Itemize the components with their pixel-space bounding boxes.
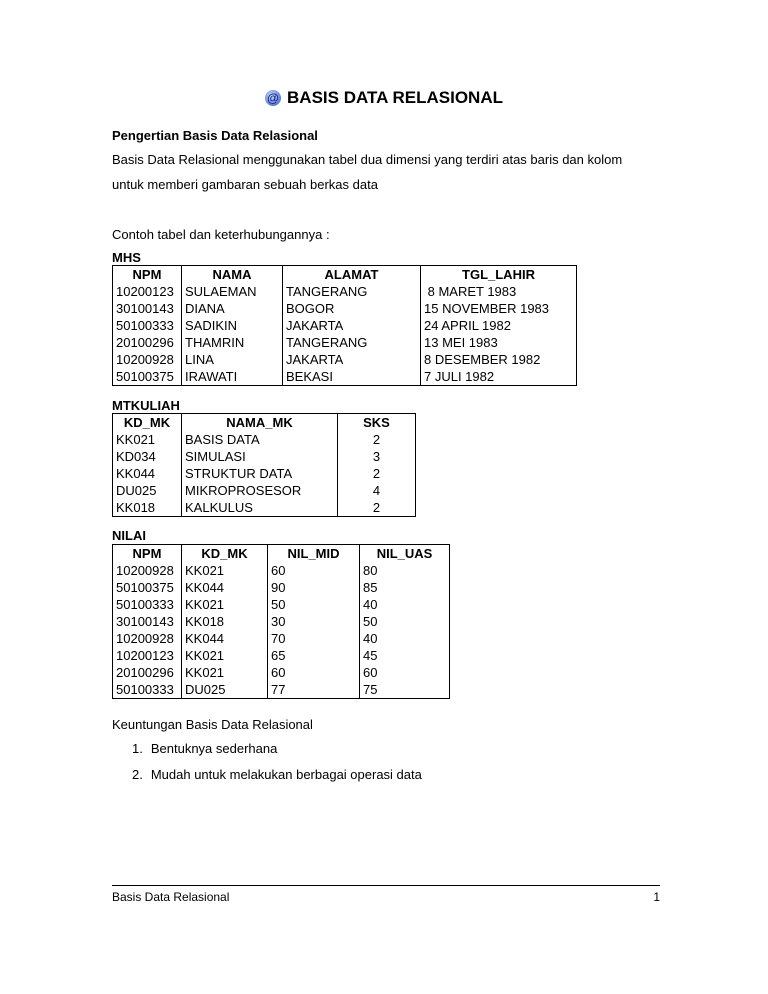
- nilai-table: [112, 544, 450, 699]
- table-row: [113, 351, 577, 368]
- cell: JAKARTA: [283, 317, 421, 334]
- table-row: [113, 317, 577, 334]
- cell: 50: [268, 596, 360, 613]
- cell: BASIS DATA: [182, 431, 338, 448]
- cell: KK044: [182, 579, 268, 596]
- intro-line-2: untuk memberi gambaran sebuah berkas data: [112, 177, 378, 192]
- table-row: [113, 465, 416, 482]
- mhs-table: [112, 265, 577, 386]
- cell: 10200123: [113, 283, 182, 300]
- cell: 4: [338, 482, 416, 499]
- cell: DIANA: [182, 300, 283, 317]
- cell: 8 MARET 1983: [421, 283, 577, 300]
- cell: 50100333: [113, 317, 182, 334]
- cell: 15 NOVEMBER 1983: [421, 300, 577, 317]
- list-text: Bentuknya sederhana: [150, 741, 278, 756]
- mhs-header-nama: NAMA: [182, 266, 283, 284]
- nilai-header-npm: NPM: [113, 545, 182, 563]
- list-text: Mudah untuk melakukan berbagai operasi data: [150, 767, 422, 782]
- cell: 50: [360, 613, 450, 630]
- cell: THAMRIN: [182, 334, 283, 351]
- title-block: [0, 88, 768, 108]
- mtkuliah-header-sks: SKS: [338, 414, 416, 432]
- cell: 65: [268, 647, 360, 664]
- mhs-label: MHS: [112, 250, 141, 265]
- cell: SADIKIN: [182, 317, 283, 334]
- cell: KK018: [113, 499, 182, 517]
- cell: 20100296: [113, 334, 182, 351]
- cell: KK044: [113, 465, 182, 482]
- table-row: [113, 562, 450, 579]
- cell: JAKARTA: [283, 351, 421, 368]
- cell: 8 DESEMBER 1982: [421, 351, 577, 368]
- cell: 30100143: [113, 613, 182, 630]
- cell: 2: [338, 465, 416, 482]
- nilai-header-row: [113, 545, 450, 563]
- cell: 13 MEI 1983: [421, 334, 577, 351]
- cell: BOGOR: [283, 300, 421, 317]
- cell: 30: [268, 613, 360, 630]
- cell: 40: [360, 630, 450, 647]
- cell: 2: [338, 431, 416, 448]
- table-row: [113, 283, 577, 300]
- cell: 7 JULI 1982: [421, 368, 577, 386]
- cell: 50100375: [113, 368, 182, 386]
- at-sign-icon: @: [265, 90, 281, 106]
- cell: SULAEMAN: [182, 283, 283, 300]
- table-row: [113, 448, 416, 465]
- cell: 3: [338, 448, 416, 465]
- cell: KK021: [113, 431, 182, 448]
- table-row: [113, 579, 450, 596]
- cell: BEKASI: [283, 368, 421, 386]
- cell: 10200928: [113, 630, 182, 647]
- list-number: 1.: [132, 741, 143, 756]
- nilai-header-kd-mk: KD_MK: [182, 545, 268, 563]
- cell: KK021: [182, 647, 268, 664]
- cell: 10200928: [113, 562, 182, 579]
- cell: MIKROPROSESOR: [182, 482, 338, 499]
- table-row: [113, 368, 577, 386]
- cell: TANGERANG: [283, 283, 421, 300]
- table-row: [113, 613, 450, 630]
- table-row: [113, 647, 450, 664]
- mtkuliah-table: [112, 413, 416, 517]
- table-row: [113, 431, 416, 448]
- cell: 60: [268, 664, 360, 681]
- intro-line-1: Basis Data Relasional menggunakan tabel dua dimensi yang terdiri atas baris dan kolom: [112, 152, 623, 167]
- nilai-label: NILAI: [112, 528, 146, 543]
- cell: KK021: [182, 596, 268, 613]
- table-row: [113, 482, 416, 499]
- cell: 60: [268, 562, 360, 579]
- cell: 10200928: [113, 351, 182, 368]
- table-row: [113, 334, 577, 351]
- cell: SIMULASI: [182, 448, 338, 465]
- cell: 85: [360, 579, 450, 596]
- footer-divider: [112, 885, 660, 886]
- table-row: [113, 681, 450, 699]
- mtkuliah-header-nama-mk: NAMA_MK: [182, 414, 338, 432]
- cell: 2: [338, 499, 416, 517]
- cell: 60: [360, 664, 450, 681]
- cell: KK018: [182, 613, 268, 630]
- intro-heading: Pengertian Basis Data Relasional: [112, 128, 318, 143]
- page-number: 1: [653, 890, 660, 904]
- cell: 40: [360, 596, 450, 613]
- list-item: [132, 741, 422, 767]
- mtkuliah-header-row: [113, 414, 416, 432]
- list-item: [132, 767, 422, 793]
- cell: 50100375: [113, 579, 182, 596]
- cell: KK044: [182, 630, 268, 647]
- cell: LINA: [182, 351, 283, 368]
- cell: 50100333: [113, 596, 182, 613]
- table-row: [113, 499, 416, 517]
- cell: 20100296: [113, 664, 182, 681]
- cell: IRAWATI: [182, 368, 283, 386]
- cell: STRUKTUR DATA: [182, 465, 338, 482]
- table-row: [113, 596, 450, 613]
- table-row: [113, 630, 450, 647]
- nilai-header-nil-mid: NIL_MID: [268, 545, 360, 563]
- cell: 24 APRIL 1982: [421, 317, 577, 334]
- cell: 75: [360, 681, 450, 699]
- table-row: [113, 664, 450, 681]
- cell: 77: [268, 681, 360, 699]
- cell: DU025: [113, 482, 182, 499]
- mhs-header-npm: NPM: [113, 266, 182, 284]
- cell: 30100143: [113, 300, 182, 317]
- table-row: [113, 300, 577, 317]
- cell: KK021: [182, 562, 268, 579]
- cell: KK021: [182, 664, 268, 681]
- cell: 45: [360, 647, 450, 664]
- mhs-header-tgl-lahir: TGL_LAHIR: [421, 266, 577, 284]
- cell: KD034: [113, 448, 182, 465]
- cell: TANGERANG: [283, 334, 421, 351]
- cell: 50100333: [113, 681, 182, 699]
- mhs-header-row: [113, 266, 577, 284]
- cell: KALKULUS: [182, 499, 338, 517]
- nilai-header-nil-uas: NIL_UAS: [360, 545, 450, 563]
- mhs-header-alamat: ALAMAT: [283, 266, 421, 284]
- cell: 70: [268, 630, 360, 647]
- advantages-heading: Keuntungan Basis Data Relasional: [112, 717, 313, 732]
- title-text: BASIS DATA RELASIONAL: [287, 88, 503, 107]
- mtkuliah-label: MTKULIAH: [112, 398, 180, 413]
- footer-title: Basis Data Relasional: [112, 890, 230, 904]
- cell: 10200123: [113, 647, 182, 664]
- example-heading: Contoh tabel dan keterhubungannya :: [112, 227, 330, 242]
- cell: 90: [268, 579, 360, 596]
- page-title: [265, 88, 503, 108]
- mtkuliah-header-kd-mk: KD_MK: [113, 414, 182, 432]
- list-number: 2.: [132, 767, 143, 782]
- cell: 80: [360, 562, 450, 579]
- advantages-list: [132, 741, 422, 793]
- cell: DU025: [182, 681, 268, 699]
